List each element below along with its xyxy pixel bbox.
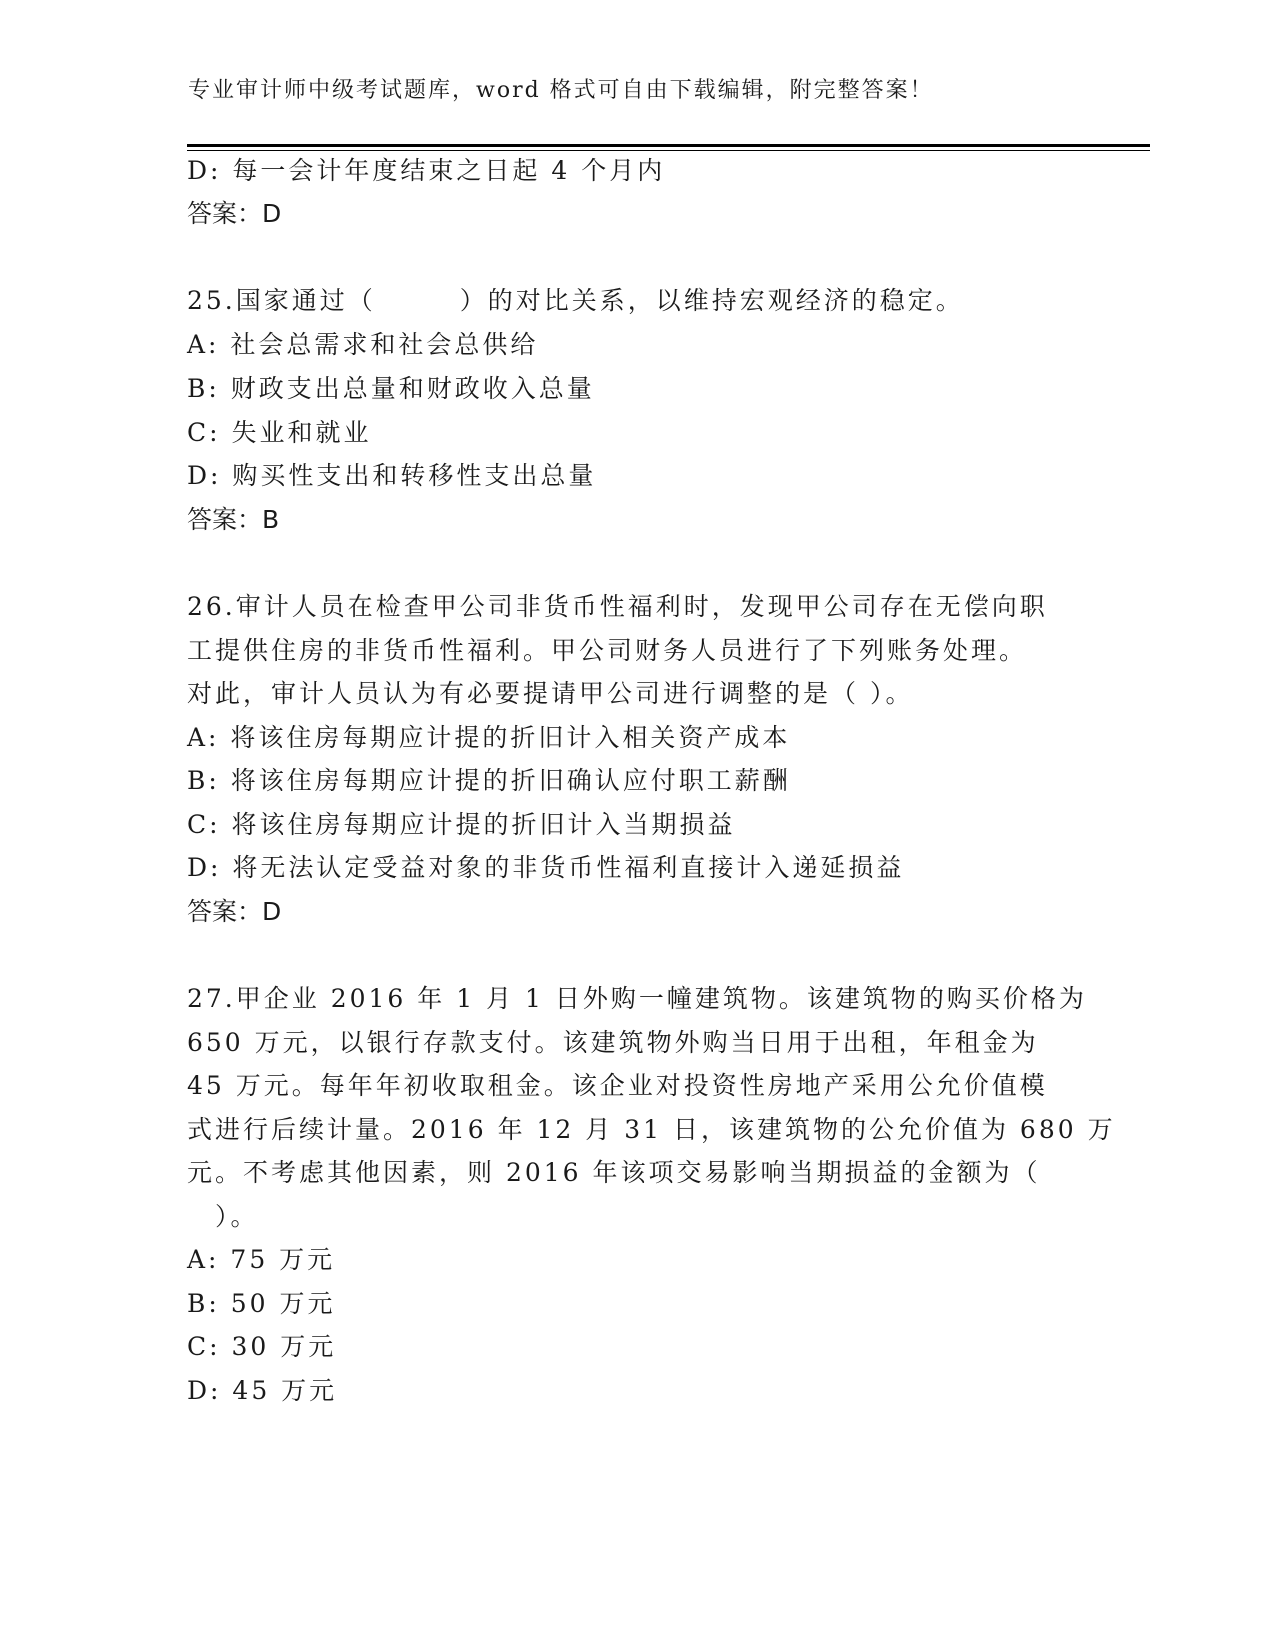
q24-answer: 答案：D bbox=[187, 199, 282, 228]
q27-stem-line-6: ）。 bbox=[187, 1202, 259, 1231]
header-divider-thick bbox=[187, 144, 1150, 147]
q27-option-c: C: 30 万元 bbox=[187, 1332, 337, 1361]
q26-stem-line-2: 工提供住房的非货币性福利。甲公司财务人员进行了下列账务处理。 bbox=[187, 636, 1028, 665]
q26-option-a: A: 将该住房每期应计提的折旧计入相关资产成本 bbox=[187, 723, 791, 752]
q26-option-c: C: 将该住房每期应计提的折旧计入当期损益 bbox=[187, 810, 736, 839]
q25-stem: 25.国家通过（ ）的对比关系，以维持宏观经济的稳定。 bbox=[187, 286, 964, 315]
q24-option-d: D: 每一会计年度结束之日起 4 个月内 bbox=[187, 156, 666, 185]
q26-option-b: B: 将该住房每期应计提的折旧确认应付职工薪酬 bbox=[187, 766, 791, 795]
q27-stem-line-1: 27.甲企业 2016 年 1 月 1 日外购一幢建筑物。该建筑物的购买价格为 bbox=[187, 984, 1087, 1013]
q26-answer: 答案：D bbox=[187, 897, 282, 926]
q26-stem-line-1: 26.审计人员在检查甲公司非货币性福利时，发现甲公司存在无偿向职 bbox=[187, 592, 1048, 621]
q25-option-a: A: 社会总需求和社会总供给 bbox=[187, 330, 539, 359]
q25-option-b: B: 财政支出总量和财政收入总量 bbox=[187, 374, 595, 403]
q26-option-d: D: 将无法认定受益对象的非货币性福利直接计入递延损益 bbox=[187, 853, 905, 882]
q25-option-c: C: 失业和就业 bbox=[187, 418, 372, 447]
q26-stem-line-3: 对此，审计人员认为有必要提请甲公司进行调整的是（ ）。 bbox=[187, 679, 914, 708]
q25-option-d: D: 购买性支出和转移性支出总量 bbox=[187, 461, 597, 490]
header-divider-thin bbox=[187, 150, 1150, 151]
q27-option-d: D: 45 万元 bbox=[187, 1376, 338, 1405]
q27-option-b: B: 50 万元 bbox=[187, 1289, 336, 1318]
q27-stem-line-3: 45 万元。每年年初收取租金。该企业对投资性房地产采用公允价值模 bbox=[187, 1071, 1048, 1100]
q27-option-a: A: 75 万元 bbox=[187, 1245, 336, 1274]
q27-stem-line-5: 元。不考虑其他因素，则 2016 年该项交易影响当期损益的金额为（ bbox=[187, 1158, 1041, 1187]
q25-answer: 答案：B bbox=[187, 505, 280, 534]
q27-stem-line-2: 650 万元，以银行存款支付。该建筑物外购当日用于出租，年租金为 bbox=[187, 1028, 1039, 1057]
page-header: 专业审计师中级考试题库，word 格式可自由下载编辑，附完整答案！ bbox=[188, 78, 934, 103]
q27-stem-line-4: 式进行后续计量。2016 年 12 月 31 日，该建筑物的公允价值为 680 万 bbox=[187, 1115, 1116, 1144]
